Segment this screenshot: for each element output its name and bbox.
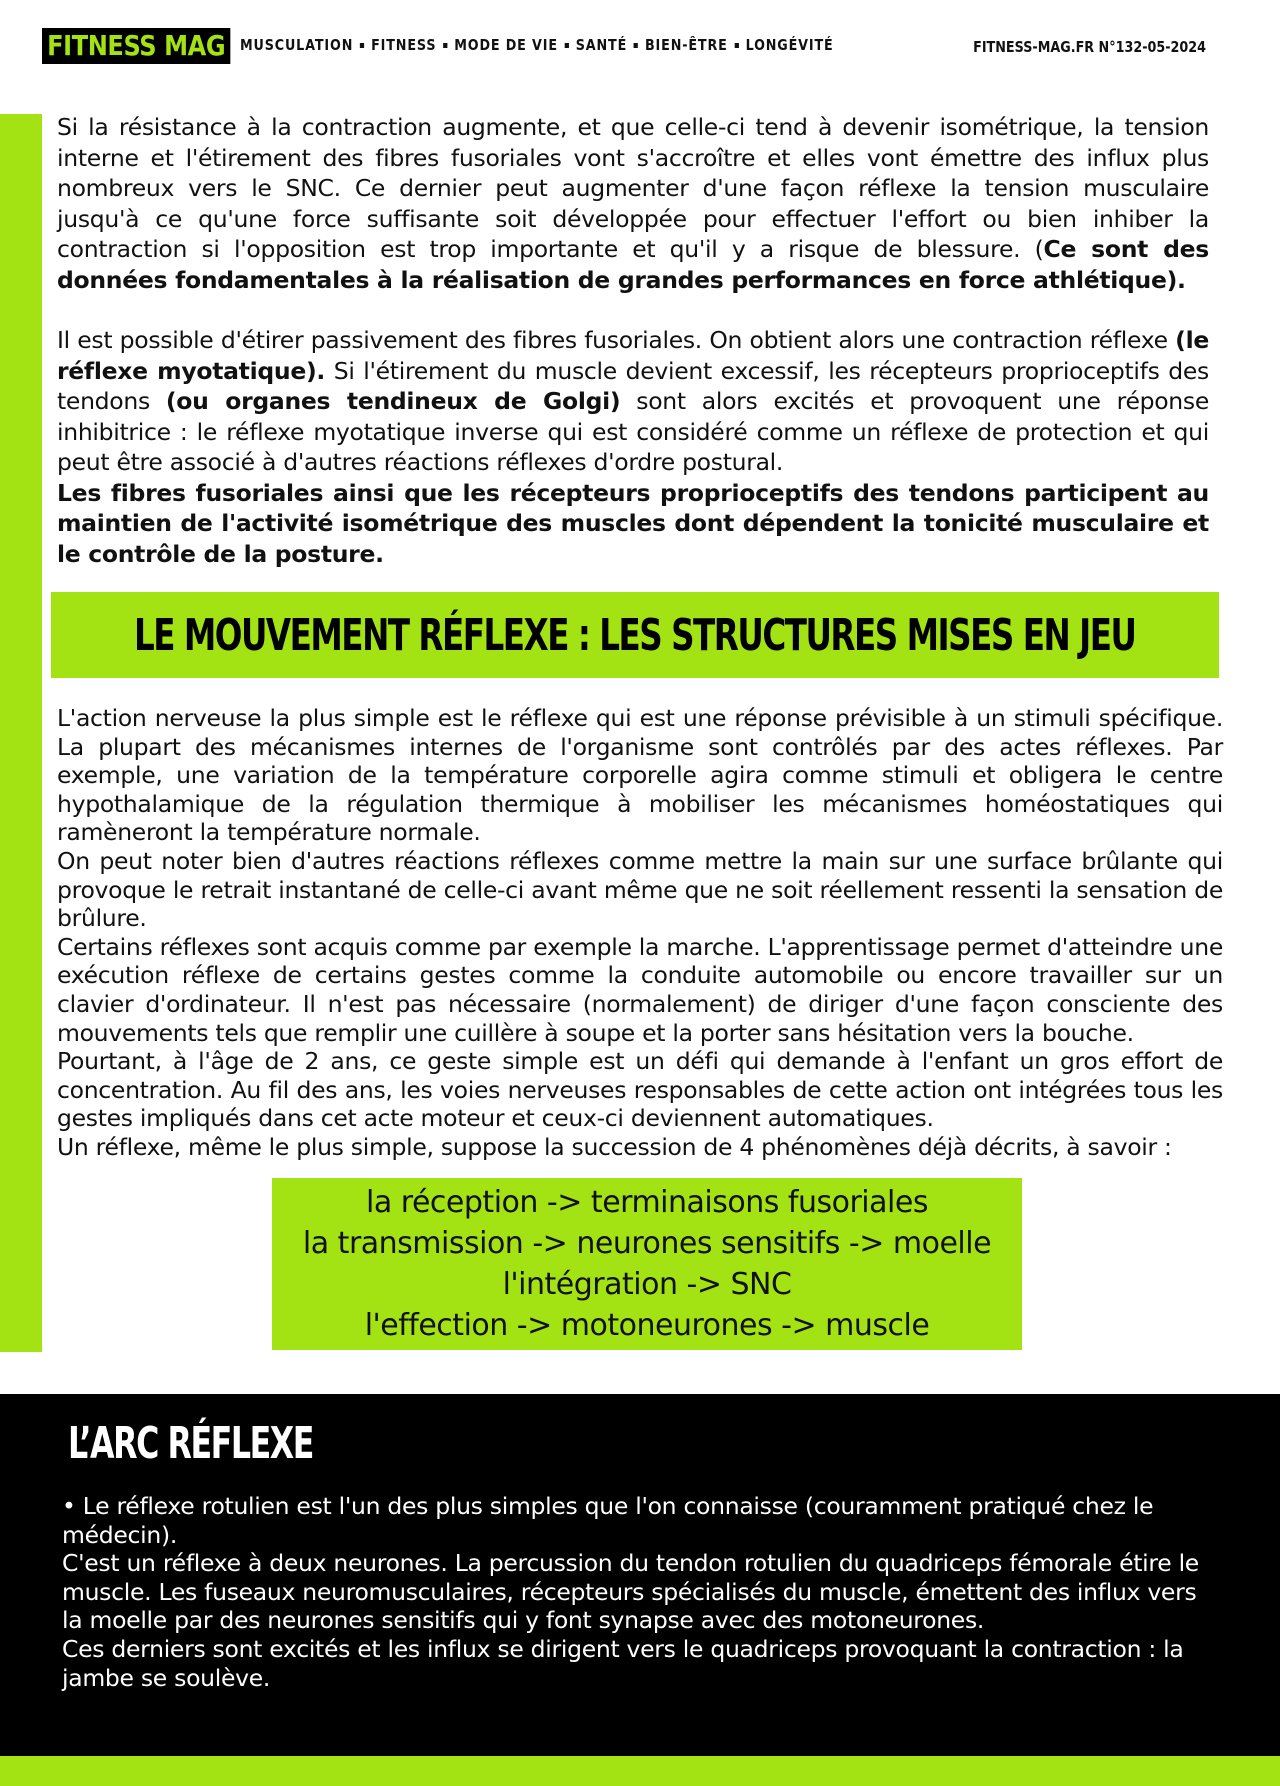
body-paragraph: L'action nerveuse la plus simple est le réflexe qui est une réponse prévisible à un stimuli spécifique. La plupart des mécanismes internes de l'organisme sont contrôlés par des actes réflexes. Par exemple, une variation de la température corporelle agira comme stimuli et obligera le centre hypothalamique de la régulation thermique à mobiliser les mécanismes homéostatiques qui ramèneront la température normale. (57, 704, 1223, 847)
phase-effection: l'effection -> motoneurones -> muscle (364, 1308, 930, 1343)
reflex-phases-box (272, 1178, 1022, 1350)
topic-mode-de-vie[interactable]: MODE DE VIE (454, 36, 558, 54)
side-accent-bar (0, 114, 42, 1352)
phase-reception: la réception -> terminaisons fusoriales (366, 1185, 928, 1220)
separator-square-icon (360, 43, 364, 48)
separator-square-icon (565, 43, 569, 48)
topic-musculation[interactable]: MUSCULATION (240, 36, 354, 54)
body-paragraph: • Le réflexe rotulien est l'un des plus simples que l'on connaisse (couramment pratiqué chez le médecin). (62, 1492, 1154, 1549)
arc-reflexe-body (62, 1492, 1222, 1692)
magazine-logo[interactable]: FITNESS MAG (42, 28, 230, 64)
intro-paragraph-1: Si la résistance à la contraction augmente, et que celle-ci tend à devenir isométrique, la tension interne et l'étirement des fibres fusoriales vont s'accroître et elles vont émettre des influx plus nombreux vers le SNC. Ce dernier peut augmenter d'une façon réflexe la tension musculaire jusqu'à ce qu'une force suffisante soit développée pour effectuer l'effort ou bien inhiber la contraction si l'opposition est trop importante et qu'il y a risque de blessure. (Ce sont des données fondamentales à la réalisation de grandes performances en force athlétique). (57, 113, 1209, 294)
phase-integration: l'intégration -> SNC (502, 1267, 792, 1302)
topic-sante[interactable]: SANTÉ (575, 36, 628, 54)
footer-accent-bar (0, 1756, 1280, 1786)
mouvement-reflexe-body (57, 704, 1223, 1162)
separator-square-icon (735, 43, 739, 48)
topic-longevite[interactable]: LONGÉVITÉ (745, 36, 834, 54)
arc-reflexe-section (0, 1394, 1280, 1756)
spacer (57, 295, 1209, 325)
separator-square-icon (443, 43, 447, 48)
section-title-mouvement-reflexe: LE MOUVEMENT RÉFLEXE : LES STRUCTURES MISES EN JEU (134, 609, 1136, 661)
intro-paragraph-3: Les fibres fusoriales ainsi que les récepteurs proprioceptifs des tendons participent au maintien de l'activité isométrique des muscles dont dépendent la tonicité musculaire et le contrôle de la posture. (57, 478, 1209, 568)
section-title-arc-reflexe: L’ARC RÉFLEXE (68, 1418, 313, 1469)
topic-fitness[interactable]: FITNESS (371, 36, 437, 54)
body-paragraph: Ces derniers sont excités et les influx se dirigent vers le quadriceps provoquant la contraction : la jambe se soulève. (62, 1634, 1184, 1692)
intro-paragraph-2: Il est possible d'étirer passivement des fibres fusoriales. On obtient alors une contraction réflexe (le réflexe myotatique). Si l'étirement du muscle devient excessif, les récepteurs proprioceptifs des tendons (ou organes tendineux de Golgi) sont alors excités et provoquent une réponse inhibitrice : le réflexe myotatique inverse qui est considéré comme un réflexe de protection et qui peut être associé à d'autres réactions réflexes d'ordre postural. (57, 326, 1209, 476)
body-paragraph: Pourtant, à l'âge de 2 ans, ce geste simple est un défi qui demande à l'enfant un gros effort de concentration. Au fil des ans, les voies nerveuses responsables de cette action ont intégrées tous les gestes impliqués dans cet acte moteur et ceux-ci deviennent automatiques. (57, 1047, 1223, 1133)
topic-nav (240, 36, 834, 54)
body-paragraph: On peut noter bien d'autres réactions réflexes comme mettre la main sur une surface brûlante qui provoque le retrait instantané de celle-ci avant même que ne soit réellement ressenti la sensation de brûlure. (57, 846, 1223, 933)
topic-bien-etre[interactable]: BIEN-ÊTRE (644, 36, 728, 54)
masthead (0, 0, 1280, 90)
issue-number: FITNESS-MAG.FR N°132-05-2024 (973, 38, 1206, 56)
section-heading-band (51, 592, 1219, 678)
body-paragraph: Un réflexe, même le plus simple, suppose la succession de 4 phénomènes déjà décrits, à savoir : (57, 1132, 1172, 1161)
intro-text (57, 112, 1209, 569)
body-paragraph: C'est un réflexe à deux neurones. La percussion du tendon rotulien du quadriceps fémorale étire le muscle. Les fuseaux neuromusculaires, récepteurs spécialisés du muscle, émettent des influx vers la moelle par des neurones sensitifs qui y font synapse avec des motoneurones. (62, 1549, 1199, 1635)
body-paragraph: Certains réflexes sont acquis comme par exemple la marche. L'apprentissage permet d'atteindre une exécution réflexe de certains gestes comme la conduite automobile ou encore travailler sur un clavier d'ordinateur. Il n'est pas nécessaire (normalement) de diriger d'une façon consciente des mouvements tels que remplir une cuillère à soupe et la porter sans hésitation vers la bouche. (57, 932, 1223, 1047)
phase-transmission: la transmission -> neurones sensitifs -> moelle (302, 1226, 992, 1261)
separator-square-icon (634, 43, 638, 48)
